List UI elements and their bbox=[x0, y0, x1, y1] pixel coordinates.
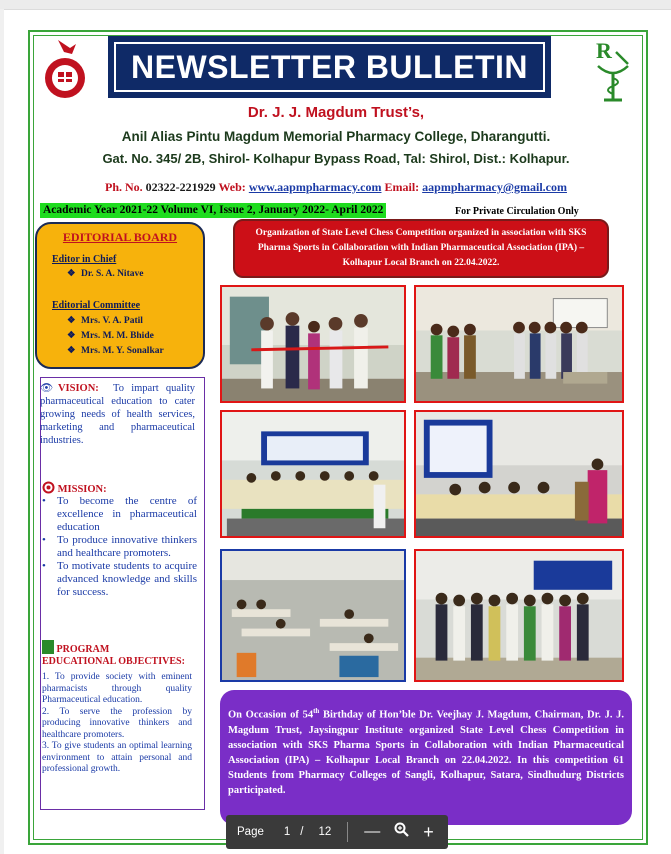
peo-icon bbox=[42, 640, 54, 654]
event-banner bbox=[233, 219, 609, 278]
viewer-left-edge bbox=[0, 9, 4, 854]
pharmacy-rx-logo bbox=[590, 38, 636, 104]
mission-item: • To motivate students to acquire advanced knowledge and skills for success. bbox=[42, 560, 197, 599]
current-page-input[interactable]: 1 bbox=[283, 826, 291, 838]
trust-logo bbox=[40, 38, 90, 100]
editor-in-chief: ❖ Dr. S. A. Nitave bbox=[67, 269, 144, 279]
college-name: Anil Alias Pintu Magdum Memorial Pharmacy College, Dharangutti. bbox=[121, 129, 551, 144]
diamond-bullet-icon: ❖ bbox=[67, 269, 76, 279]
trust-name: Dr. J. J. Magdum Trust’s, bbox=[247, 104, 425, 121]
photo-dais-speech bbox=[414, 410, 624, 538]
committee-member: ❖ Mrs. V. A. Patil bbox=[67, 316, 143, 326]
peo-heading: PROGRAM EDUCATIONAL OBJECTIVES: bbox=[42, 640, 185, 668]
target-icon bbox=[42, 481, 55, 494]
photo-winners-group bbox=[414, 549, 624, 682]
peo-item: 3. To give students an optimal learning environment to attain personal and professional growth. bbox=[42, 741, 192, 774]
web-label: Web: bbox=[218, 180, 246, 194]
editorial-committee-heading: Editorial Committee bbox=[52, 300, 141, 311]
mission-item: • To produce innovative thinkers and healthcare promoters. bbox=[42, 534, 197, 560]
email-link[interactable]: aapmpharmacy@gmail.com bbox=[422, 180, 567, 194]
mission-list bbox=[42, 495, 197, 599]
phone-label: Ph. No. bbox=[105, 180, 143, 194]
photo-stage-audience bbox=[220, 410, 406, 538]
diamond-bullet-icon: ❖ bbox=[67, 346, 76, 356]
eye-icon: 👁 bbox=[40, 383, 58, 394]
phone-number: 02322-221929 bbox=[145, 180, 216, 194]
email-label: Email: bbox=[384, 180, 420, 194]
mission-heading: MISSION: bbox=[42, 481, 107, 495]
photo-ribbon-cutting bbox=[220, 285, 406, 403]
svg-text:R: R bbox=[596, 38, 612, 63]
vision-paragraph bbox=[40, 382, 195, 447]
diamond-bullet-icon: ❖ bbox=[67, 316, 76, 326]
occasion-box bbox=[220, 690, 632, 825]
occasion-text: On Occasion of 54th Birthday of Hon’ble Dr. Veejhay J. Magdum, Chairman, Dr. J. J. Magdum Trust, Jaysingpur Institute organized State Level Chess Competition in association with SKS Pharma Sports in Collaboration with Indian Pharmaceutical Association (IPA) – Kolhapur Local Branch on 22.04.2022. In this competition 61 Students from Pharmacy Colleges of Sangli, Kolhapur, Satara, Sindhudurg Districts participated. bbox=[228, 707, 624, 796]
contact-line bbox=[30, 180, 642, 195]
website-link[interactable]: www.aapmpharmacy.com bbox=[248, 180, 382, 194]
newsletter-title: NEWSLETTER BULLETIN bbox=[130, 48, 529, 85]
page-label: Page bbox=[237, 826, 264, 838]
zoom-out-button[interactable]: — bbox=[364, 823, 381, 840]
vision-heading: VISION: bbox=[57, 383, 99, 394]
zoom-icon[interactable] bbox=[394, 822, 409, 842]
total-pages: 12 bbox=[318, 826, 332, 838]
mission-item: • To become the centre of excellence in pharmaceutical education bbox=[42, 495, 197, 534]
photo-chess-players bbox=[220, 549, 406, 682]
editor-in-chief-heading: Editor in Chief bbox=[52, 254, 117, 265]
committee-member: ❖ Mrs. M. Y. Sonalkar bbox=[67, 346, 164, 356]
editorial-board-title: EDITORIAL BOARD bbox=[62, 230, 178, 244]
editorial-board bbox=[35, 222, 205, 369]
viewer-top-bar bbox=[0, 0, 671, 10]
title-box bbox=[108, 36, 551, 98]
photo-group-gathering bbox=[414, 285, 624, 403]
academic-year-banner: Academic Year 2021-22 Volume VI, Issue 2, January 2022- April 2022 bbox=[40, 203, 386, 218]
vision-text: To impart quality pharmaceutical education to cater growing needs of health services, marketing and pharmaceutical industries. bbox=[40, 383, 195, 446]
toolbar-divider bbox=[347, 822, 348, 842]
pdf-page-toolbar bbox=[226, 815, 448, 849]
peo-list bbox=[42, 672, 192, 776]
newsletter-page bbox=[28, 30, 648, 845]
peo-item: 1. To provide society with eminent pharmacists through quality Pharmaceutical education. bbox=[42, 672, 192, 705]
college-address: Gat. No. 345/ 2B, Shirol- Kolhapur Bypass Road, Tal: Shirol, Dist.: Kolhapur. bbox=[102, 151, 570, 166]
private-circulation-note: For Private Circulation Only bbox=[455, 206, 579, 217]
peo-item: 2. To serve the profession by producing innovative thinkers and healthcare promoters. bbox=[42, 706, 192, 740]
page-separator: / bbox=[300, 826, 304, 838]
diamond-bullet-icon: ❖ bbox=[67, 331, 76, 341]
zoom-in-button[interactable]: + bbox=[423, 821, 434, 842]
committee-member: ❖ Mrs. M. M. Bhide bbox=[67, 331, 154, 341]
event-banner-text: Organization of State Level Chess Competition organized in association with SKS Pharma Sports in Collaboration with Indian Pharmaceutical Association (IPA) – Kolhapur Local Branch on 22.04.2022. bbox=[255, 228, 587, 268]
